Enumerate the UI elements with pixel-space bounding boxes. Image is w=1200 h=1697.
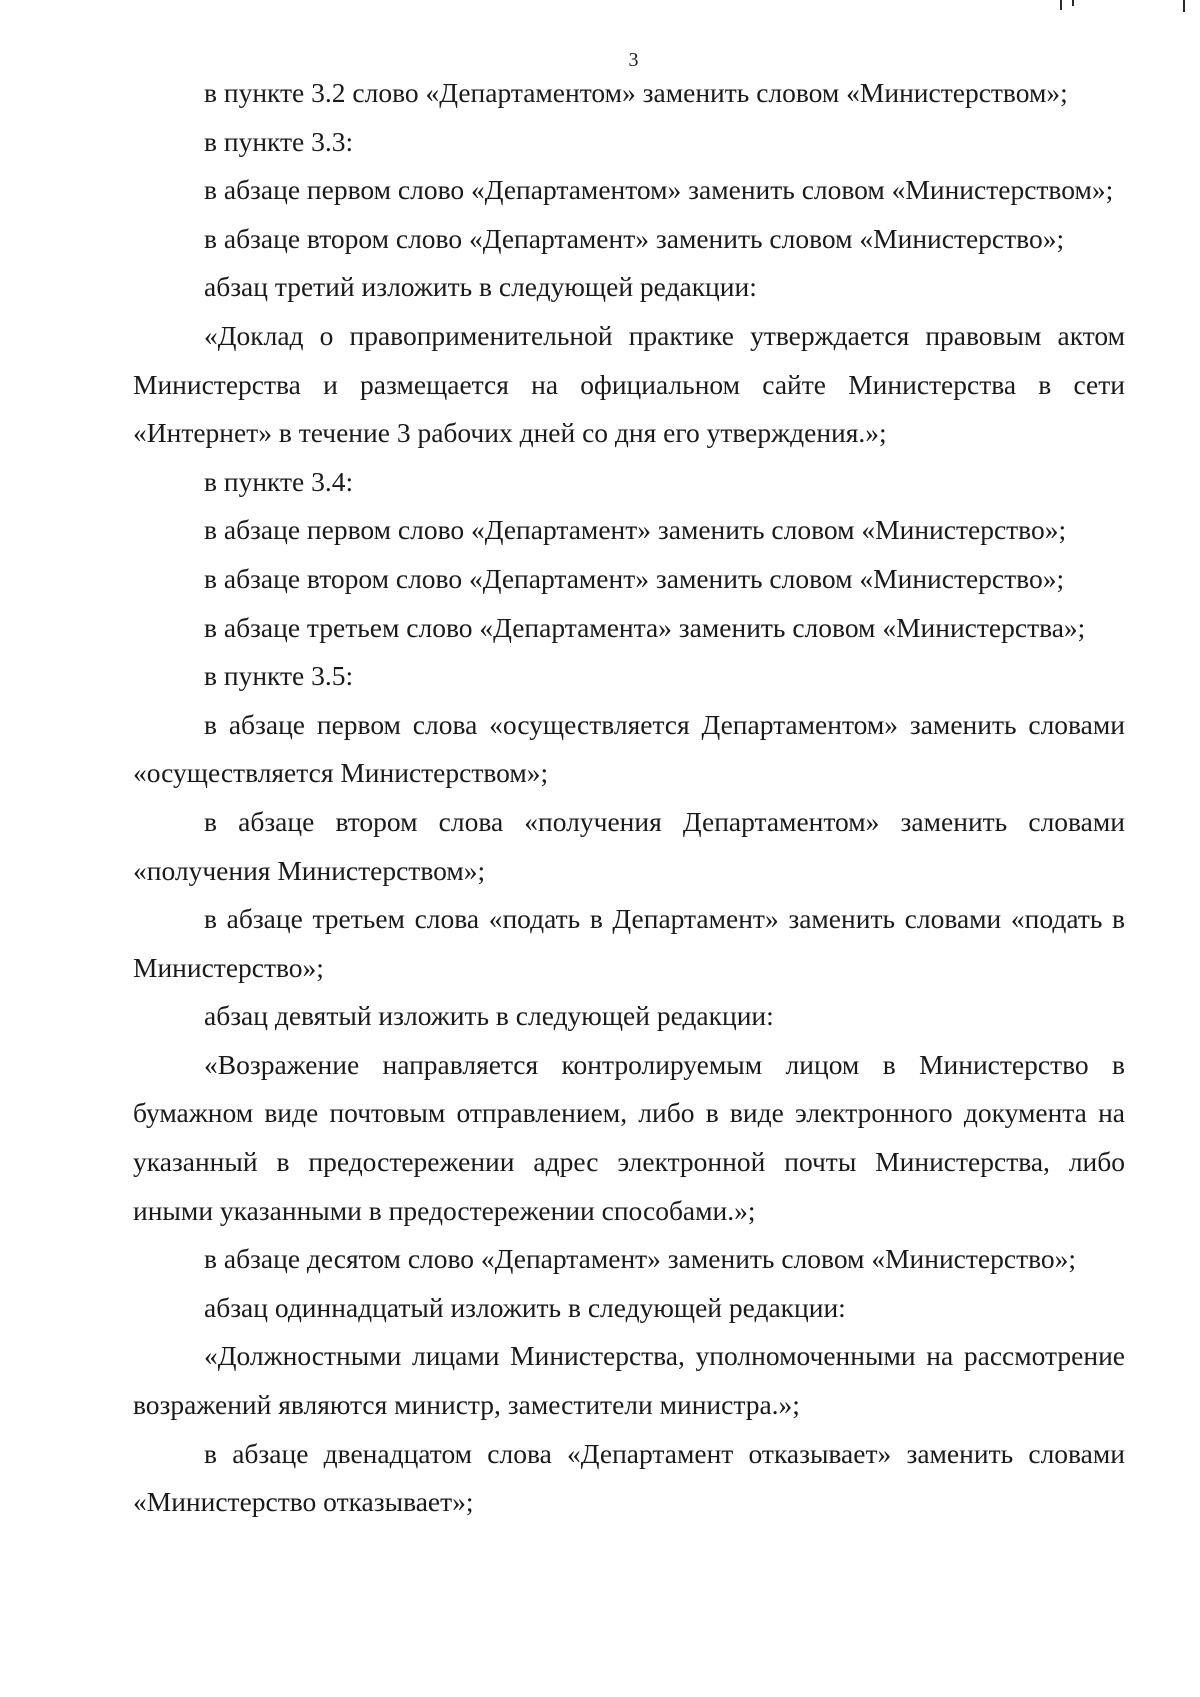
paragraph: абзац третий изложить в следующей редакции:	[204, 271, 757, 303]
paragraph: «Должностными лицами Министерства, уполномоченными на рассмотрение возражений являются министр, заместители министра.»;	[133, 1340, 1125, 1421]
scan-edge-mark	[1060, 0, 1062, 10]
paragraph: абзац одиннадцатый изложить в следующей редакции:	[204, 1291, 846, 1323]
page-number: 3	[628, 49, 639, 71]
document-body	[133, 69, 1125, 1527]
paragraph: в абзаце третьем слово «Департамента» заменить словом «Министерства»;	[204, 611, 1086, 643]
paragraph: в абзаце третьем слова «подать в Департамент» заменить словами «подать в Министерство»;	[133, 903, 1125, 983]
paragraph: в абзаце втором слово «Департамент» заменить словом «Министерство»;	[204, 222, 1065, 254]
paragraph: в абзаце втором слова «получения Департаментом» заменить словами «получения Министерством»;	[133, 805, 1125, 886]
paragraph: в пункте 3.3:	[204, 125, 354, 157]
paragraph: «Доклад о правоприменительной практике утверждается правовым актом Министерства и размещается на официальном сайте Министерства в сети «Интернет» в течение 3 рабочих дней со дня его утверждения.»;	[133, 319, 1125, 449]
paragraph: «Возражение направляется контролируемым лицом в Министерство в бумажном виде почтовым отправлением, либо в виде электронного документа на указанный в предостережении адрес электронной почты Министерства, либо иными указанными в предостережении способами.»;	[133, 1048, 1125, 1226]
paragraph: абзац девятый изложить в следующей редакции:	[204, 1000, 774, 1032]
paragraph: в абзаце первом слово «Департаментом» заменить словом «Министерством»;	[204, 174, 1114, 206]
scan-edge-mark	[1072, 0, 1074, 6]
paragraph: в абзаце десятом слово «Департамент» заменить словом «Министерство»;	[204, 1243, 1077, 1275]
paragraph: в абзаце первом слово «Департамент» заменить словом «Министерство»;	[204, 514, 1067, 546]
paragraph: в абзаце втором слово «Департамент» заменить словом «Министерство»;	[204, 562, 1065, 594]
paragraph: в пункте 3.5:	[204, 660, 354, 692]
paragraph: в абзаце первом слова «осуществляется Департаментом» заменить словами «осуществляется Министерством»;	[133, 708, 1125, 789]
paragraph: в абзаце двенадцатом слова «Департамент отказывает» заменить словами «Министерство отказывает»;	[133, 1437, 1125, 1518]
scan-edge-mark	[1183, 0, 1185, 12]
paragraph: в пункте 3.4:	[204, 465, 354, 497]
paragraph: в пункте 3.2 слово «Департаментом» заменить словом «Министерством»;	[204, 77, 1068, 108]
